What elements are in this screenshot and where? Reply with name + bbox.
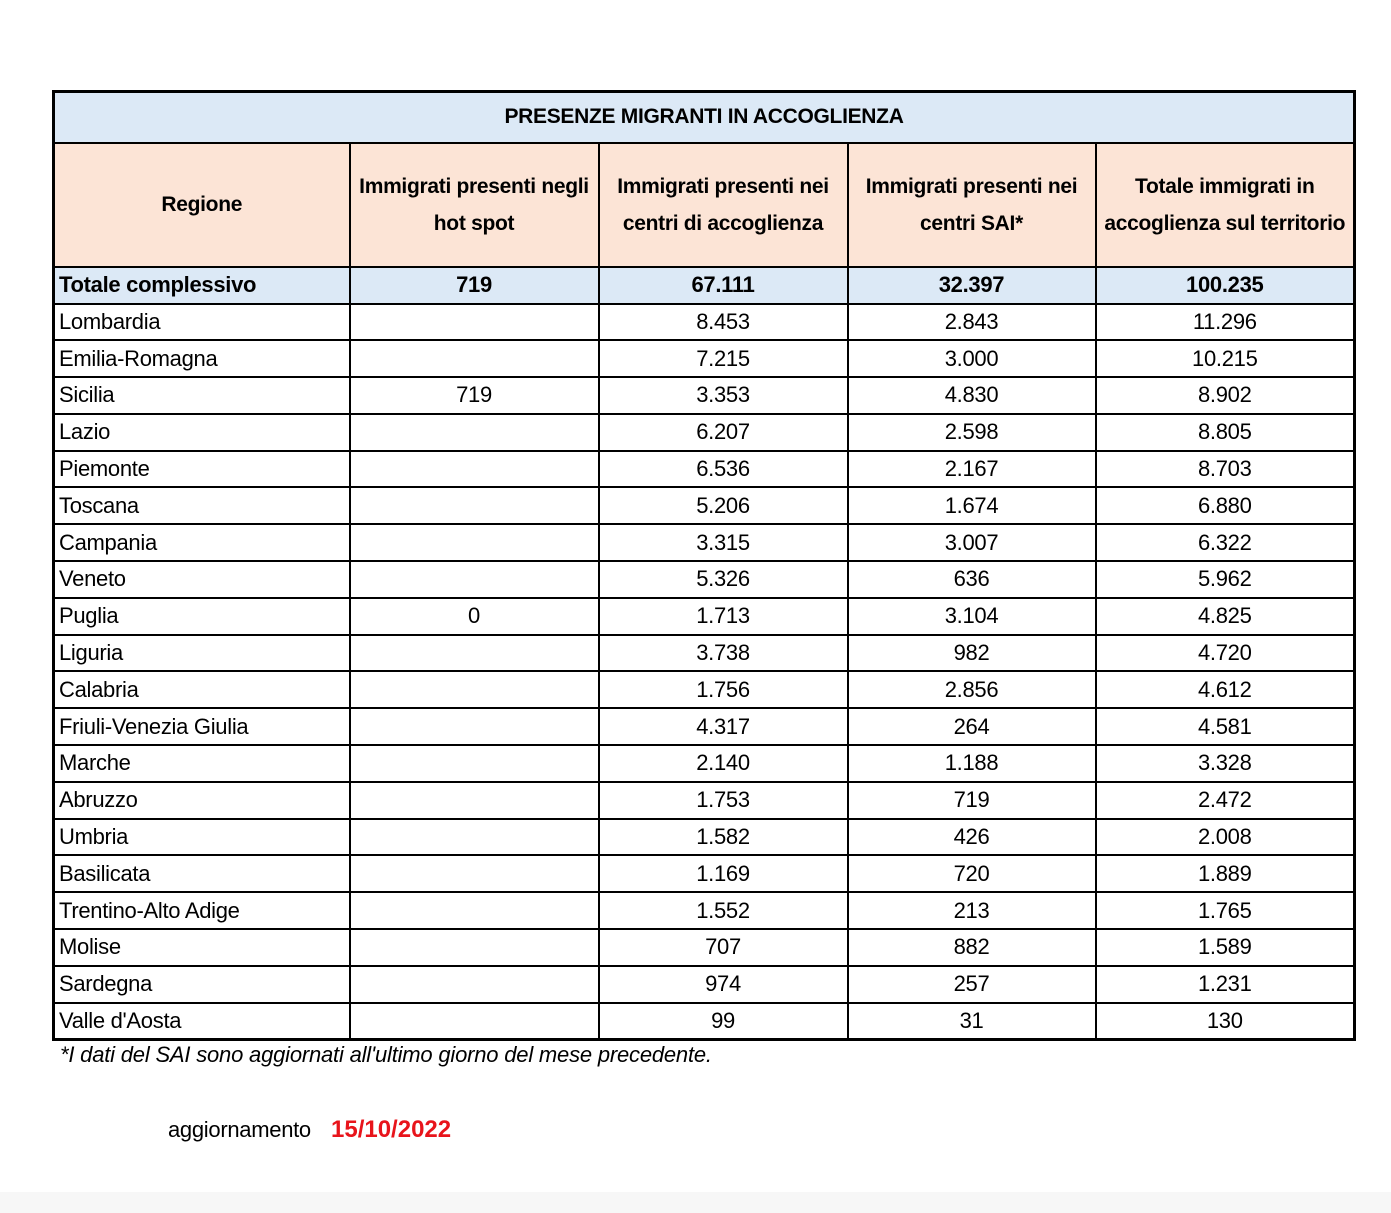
cell-centri-accoglienza: 3.738	[599, 635, 848, 672]
cell-regione: Marche	[54, 745, 350, 782]
table-row	[54, 340, 1355, 377]
cell-centri-accoglienza: 3.315	[599, 524, 848, 561]
cell-centri-accoglienza: 974	[599, 966, 848, 1003]
cell-totale: 6.322	[1096, 524, 1355, 561]
cell-centri-sai: 213	[848, 892, 1096, 929]
cell-regione: Liguria	[54, 635, 350, 672]
cell-regione: Trentino-Alto Adige	[54, 892, 350, 929]
cell-centri-sai: 3.000	[848, 340, 1096, 377]
table-row	[54, 708, 1355, 745]
cell-totale: 4.720	[1096, 635, 1355, 672]
cell-centri-accoglienza: 1.713	[599, 598, 848, 635]
cell-regione: Abruzzo	[54, 782, 350, 819]
cell-totale: 10.215	[1096, 340, 1355, 377]
table-row	[54, 414, 1355, 451]
total-label: Totale complessivo	[54, 267, 350, 304]
cell-hot-spot: 719	[350, 377, 599, 414]
cell-centri-sai: 264	[848, 708, 1096, 745]
cell-hot-spot	[350, 855, 599, 892]
cell-regione: Piemonte	[54, 451, 350, 488]
table-row	[54, 598, 1355, 635]
table-row	[54, 671, 1355, 708]
cell-centri-accoglienza: 8.453	[599, 304, 848, 341]
cell-hot-spot	[350, 304, 599, 341]
cell-centri-sai: 4.830	[848, 377, 1096, 414]
page-bottom-strip	[0, 1192, 1391, 1213]
cell-regione: Veneto	[54, 561, 350, 598]
cell-regione: Toscana	[54, 487, 350, 524]
cell-hot-spot	[350, 524, 599, 561]
table-row	[54, 377, 1355, 414]
cell-totale: 5.962	[1096, 561, 1355, 598]
table-row	[54, 966, 1355, 1003]
cell-hot-spot	[350, 929, 599, 966]
cell-hot-spot	[350, 561, 599, 598]
cell-totale: 8.805	[1096, 414, 1355, 451]
table-title-row	[54, 92, 1355, 143]
cell-centri-sai: 426	[848, 819, 1096, 856]
cell-centri-sai: 1.188	[848, 745, 1096, 782]
cell-hot-spot	[350, 782, 599, 819]
cell-centri-sai: 636	[848, 561, 1096, 598]
cell-totale: 8.902	[1096, 377, 1355, 414]
cell-hot-spot	[350, 966, 599, 1003]
cell-centri-sai: 3.007	[848, 524, 1096, 561]
cell-totale: 4.581	[1096, 708, 1355, 745]
cell-hot-spot: 0	[350, 598, 599, 635]
cell-centri-sai: 882	[848, 929, 1096, 966]
total-hot-spot: 719	[350, 267, 599, 304]
cell-hot-spot	[350, 671, 599, 708]
migrant-presence-table	[52, 90, 1356, 1041]
cell-centri-sai: 2.167	[848, 451, 1096, 488]
total-row	[54, 267, 1355, 304]
cell-centri-accoglienza: 7.215	[599, 340, 848, 377]
table-title: PRESENZE MIGRANTI IN ACCOGLIENZA	[54, 92, 1355, 143]
table-row	[54, 745, 1355, 782]
cell-centri-sai: 2.843	[848, 304, 1096, 341]
cell-hot-spot	[350, 745, 599, 782]
table-row	[54, 892, 1355, 929]
cell-centri-accoglienza: 1.582	[599, 819, 848, 856]
cell-centri-accoglienza: 1.552	[599, 892, 848, 929]
table-row	[54, 782, 1355, 819]
cell-centri-accoglienza: 1.169	[599, 855, 848, 892]
cell-centri-sai: 982	[848, 635, 1096, 672]
cell-centri-accoglienza: 2.140	[599, 745, 848, 782]
table-row	[54, 635, 1355, 672]
cell-totale: 3.328	[1096, 745, 1355, 782]
cell-totale: 2.472	[1096, 782, 1355, 819]
cell-centri-accoglienza: 6.207	[599, 414, 848, 451]
cell-regione: Campania	[54, 524, 350, 561]
column-header-row	[54, 143, 1355, 267]
cell-hot-spot	[350, 819, 599, 856]
table-row	[54, 855, 1355, 892]
cell-regione: Sardegna	[54, 966, 350, 1003]
table-row	[54, 1003, 1355, 1040]
table-row	[54, 929, 1355, 966]
footnote: *I dati del SAI sono aggiornati all'ultimo giorno del mese precedente.	[60, 1042, 712, 1067]
cell-totale: 6.880	[1096, 487, 1355, 524]
cell-centri-accoglienza: 3.353	[599, 377, 848, 414]
cell-regione: Calabria	[54, 671, 350, 708]
cell-hot-spot	[350, 451, 599, 488]
total-totale: 100.235	[1096, 267, 1355, 304]
cell-centri-accoglienza: 5.326	[599, 561, 848, 598]
total-centri-sai: 32.397	[848, 267, 1096, 304]
cell-hot-spot	[350, 340, 599, 377]
total-centri-accoglienza: 67.111	[599, 267, 848, 304]
cell-centri-sai: 1.674	[848, 487, 1096, 524]
table-row	[54, 524, 1355, 561]
cell-hot-spot	[350, 414, 599, 451]
column-header-centri-accoglienza: Immigrati presenti nei centri di accoglienza	[599, 143, 848, 267]
cell-totale: 1.589	[1096, 929, 1355, 966]
cell-centri-accoglienza: 4.317	[599, 708, 848, 745]
cell-regione: Molise	[54, 929, 350, 966]
cell-regione: Sicilia	[54, 377, 350, 414]
cell-totale: 2.008	[1096, 819, 1355, 856]
cell-totale: 4.612	[1096, 671, 1355, 708]
cell-centri-accoglienza: 1.756	[599, 671, 848, 708]
cell-centri-sai: 2.598	[848, 414, 1096, 451]
update-date: 15/10/2022	[331, 1116, 452, 1143]
cell-hot-spot	[350, 635, 599, 672]
cell-totale: 1.765	[1096, 892, 1355, 929]
cell-centri-accoglienza: 99	[599, 1003, 848, 1040]
cell-regione: Emilia-Romagna	[54, 340, 350, 377]
cell-centri-accoglienza: 5.206	[599, 487, 848, 524]
cell-totale: 130	[1096, 1003, 1355, 1040]
cell-centri-sai: 719	[848, 782, 1096, 819]
cell-centri-sai: 720	[848, 855, 1096, 892]
cell-regione: Valle d'Aosta	[54, 1003, 350, 1040]
cell-regione: Umbria	[54, 819, 350, 856]
table-row	[54, 304, 1355, 341]
cell-centri-sai: 31	[848, 1003, 1096, 1040]
update-label: aggiornamento	[168, 1117, 311, 1142]
cell-centri-accoglienza: 707	[599, 929, 848, 966]
cell-centri-sai: 257	[848, 966, 1096, 1003]
column-header-regione: Regione	[54, 143, 350, 267]
cell-regione: Basilicata	[54, 855, 350, 892]
cell-totale: 8.703	[1096, 451, 1355, 488]
cell-centri-accoglienza: 1.753	[599, 782, 848, 819]
table-row	[54, 451, 1355, 488]
table-row	[54, 487, 1355, 524]
cell-hot-spot	[350, 708, 599, 745]
cell-totale: 11.296	[1096, 304, 1355, 341]
cell-regione: Puglia	[54, 598, 350, 635]
table-row	[54, 819, 1355, 856]
cell-centri-accoglienza: 6.536	[599, 451, 848, 488]
column-header-centri-sai: Immigrati presenti nei centri SAI*	[848, 143, 1096, 267]
cell-hot-spot	[350, 487, 599, 524]
cell-regione: Friuli-Venezia Giulia	[54, 708, 350, 745]
cell-totale: 4.825	[1096, 598, 1355, 635]
cell-hot-spot	[350, 892, 599, 929]
column-header-totale: Totale immigrati in accoglienza sul territorio	[1096, 143, 1355, 267]
cell-totale: 1.889	[1096, 855, 1355, 892]
cell-centri-sai: 3.104	[848, 598, 1096, 635]
column-header-hot-spot: Immigrati presenti negli hot spot	[350, 143, 599, 267]
update-line	[168, 1116, 451, 1144]
cell-regione: Lombardia	[54, 304, 350, 341]
cell-totale: 1.231	[1096, 966, 1355, 1003]
cell-hot-spot	[350, 1003, 599, 1040]
cell-centri-sai: 2.856	[848, 671, 1096, 708]
cell-regione: Lazio	[54, 414, 350, 451]
table-row	[54, 561, 1355, 598]
